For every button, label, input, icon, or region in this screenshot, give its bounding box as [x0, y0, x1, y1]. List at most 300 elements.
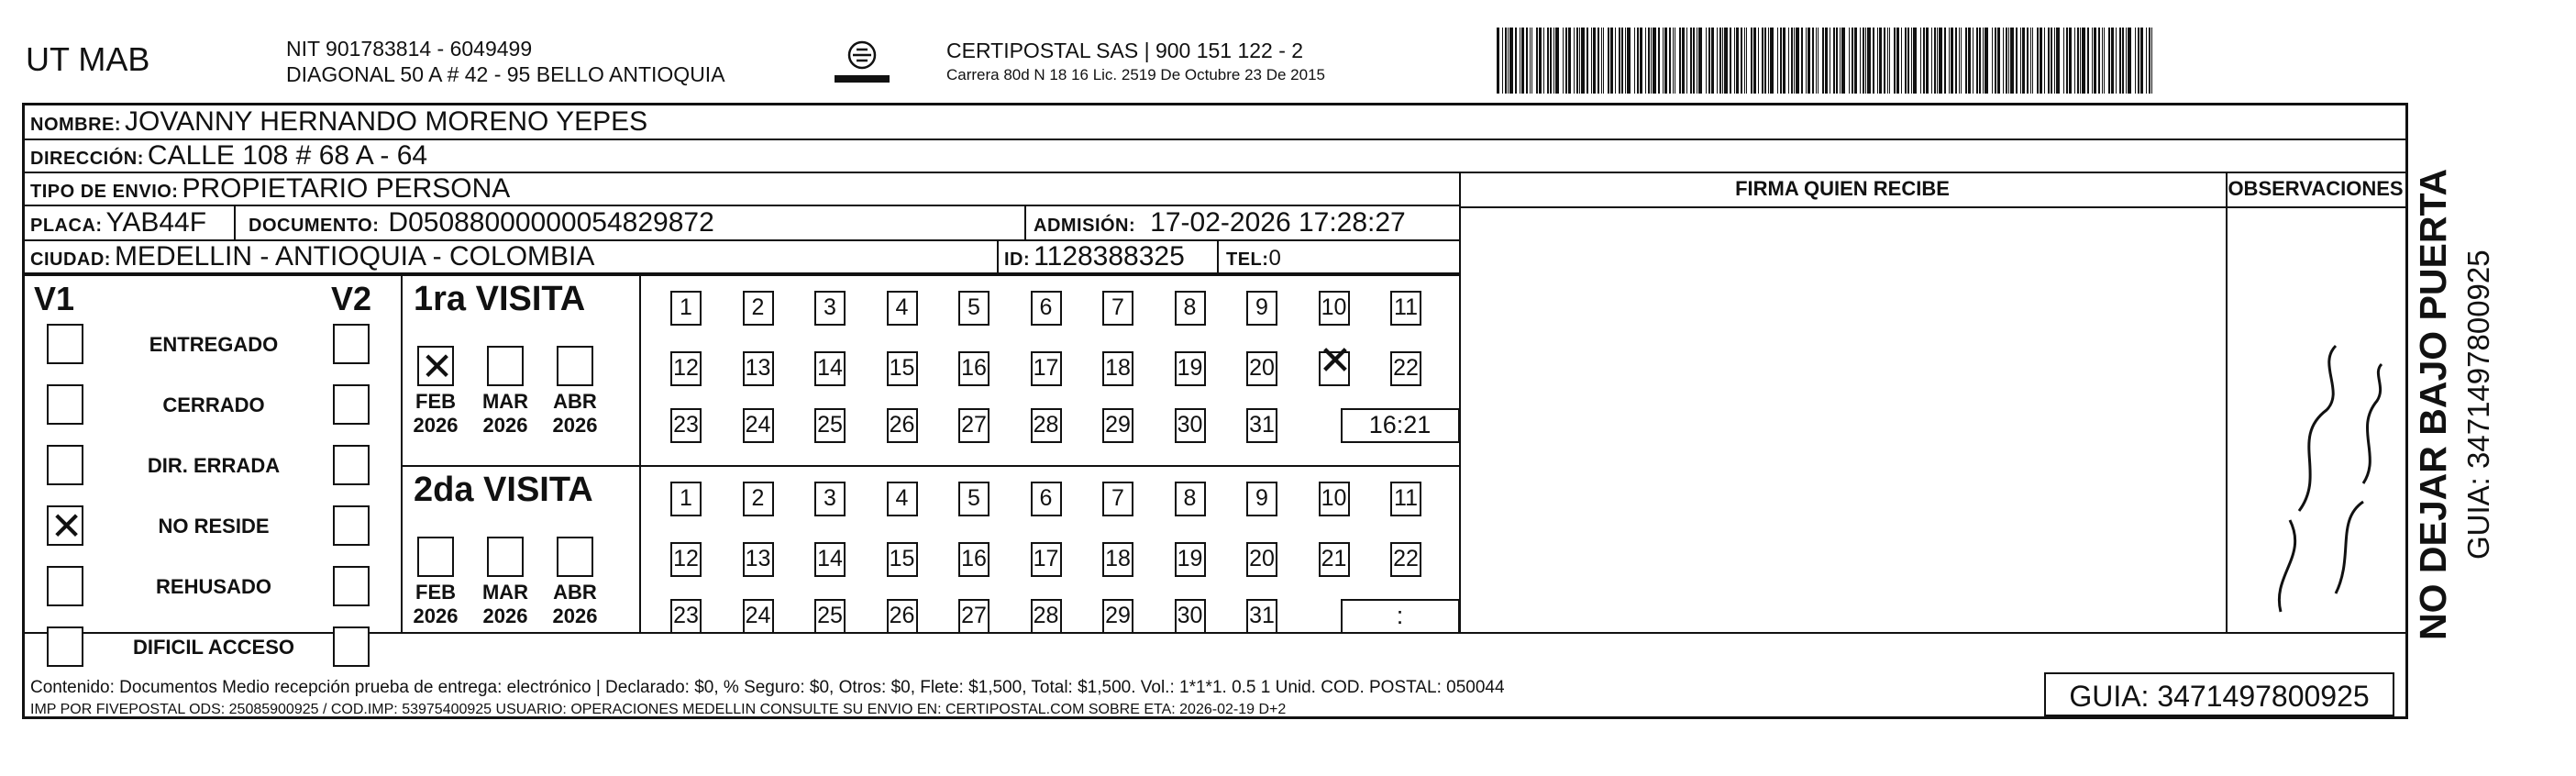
visit-title: 1ra VISITA	[414, 280, 586, 318]
v1-checkbox[interactable]	[47, 626, 83, 667]
barcode-bar	[1509, 28, 1513, 94]
barcode-bar	[1931, 28, 1932, 94]
status-option-label: REHUSADO	[156, 575, 271, 598]
barcode-bar	[1796, 28, 1799, 94]
barcode-bar	[2087, 28, 2089, 94]
status-option-label: ENTREGADO	[149, 333, 279, 356]
month-checkbox[interactable]	[557, 346, 593, 386]
barcode-bar	[1801, 28, 1803, 94]
barcode-bar	[1849, 28, 1850, 94]
day-checkbox[interactable]: 28	[1031, 599, 1062, 634]
tel-field	[1226, 241, 1281, 275]
barcode-bar	[1717, 28, 1718, 94]
v1-checkbox[interactable]	[47, 324, 83, 364]
barcode-bar	[1867, 28, 1871, 94]
day-checkbox[interactable]: 18	[1102, 351, 1133, 386]
day-checkbox[interactable]: 15	[887, 542, 918, 577]
company-name: UT MAB	[26, 40, 150, 78]
barcode-bar	[2116, 28, 2117, 94]
barcode-bar	[1854, 28, 1857, 94]
company-address: DIAGONAL 50 A # 42 - 95 BELLO ANTIOQUIA	[286, 62, 725, 86]
barcode-bar	[1521, 28, 1524, 94]
row-nombre	[25, 105, 2407, 140]
barcode-bar	[2119, 28, 2121, 94]
visit-time-field[interactable]: 16:21	[1341, 408, 1460, 443]
day-checkbox[interactable]: 27	[958, 599, 989, 634]
barcode-bar	[2140, 28, 2143, 94]
barcode-bar	[2048, 28, 2050, 94]
v2-checkbox[interactable]	[333, 626, 370, 667]
barcode-bar	[1598, 28, 1599, 94]
row-placa	[25, 206, 1459, 241]
barcode-bar	[2151, 28, 2152, 94]
barcode-bar	[1627, 28, 1631, 94]
barcode-bar	[1663, 28, 1664, 94]
id-label: ID:	[1004, 249, 1031, 270]
tel-label: TEL:	[1226, 249, 1269, 270]
divider	[1024, 206, 1026, 241]
row-ciudad	[25, 241, 1459, 274]
observaciones-header: OBSERVACIONES	[2228, 177, 2404, 200]
barcode-bar	[1555, 28, 1559, 94]
day-checkbox[interactable]: 28	[1031, 408, 1062, 443]
barcode-bar	[1576, 28, 1578, 94]
barcode-bar	[1619, 28, 1620, 94]
barcode-bar	[1884, 28, 1885, 94]
barcode-bar	[1724, 28, 1728, 94]
day-checkbox[interactable]: 18	[1102, 542, 1133, 577]
month-name: ABR	[553, 390, 597, 413]
barcode-bar	[2069, 28, 2072, 94]
barcode-bar	[1976, 28, 1978, 94]
barcode-bar	[2066, 28, 2068, 94]
v2-checkbox[interactable]	[333, 566, 370, 606]
barcode-bar	[1951, 28, 1953, 94]
day-checkbox[interactable]: 14	[814, 351, 846, 386]
barcode-bar	[1985, 28, 1988, 94]
documento-field	[249, 206, 714, 242]
month-label	[547, 581, 603, 628]
barcode-bar	[2111, 28, 2114, 94]
barcode-bar	[2006, 28, 2007, 94]
barcode-bar	[1565, 28, 1567, 94]
day-checkbox[interactable]: 19	[1175, 351, 1206, 386]
barcode-bar	[1648, 28, 1650, 94]
month-checkbox[interactable]	[417, 537, 454, 577]
month-checkbox[interactable]	[487, 346, 524, 386]
barcode-bar	[1788, 28, 1789, 94]
month-label	[408, 390, 463, 438]
barcode-bar	[1751, 28, 1752, 94]
barcode-bar	[2003, 28, 2004, 94]
day-checkbox[interactable]: 11	[1390, 291, 1421, 326]
barcode-bar	[1841, 28, 1845, 94]
barcode-bar	[1664, 28, 1667, 94]
day-checkbox[interactable]: 10	[1319, 482, 1350, 516]
barcode-bar	[1508, 28, 1509, 94]
side-guia: GUIA: 3471497800925	[2461, 249, 2495, 560]
day-checkbox[interactable]: 2	[743, 482, 774, 516]
barcode-bar	[1920, 28, 1921, 94]
barcode-bar	[1593, 28, 1596, 94]
day-checkbox[interactable]: 17	[1031, 542, 1062, 577]
barcode-bar	[1865, 28, 1866, 94]
day-checkbox[interactable]: 25	[814, 408, 846, 443]
barcode-bar	[1608, 28, 1609, 94]
month-name: MAR	[481, 581, 529, 604]
day-checkbox[interactable]: 9	[1246, 482, 1277, 516]
month-year: 2026	[482, 604, 528, 627]
barcode-bar	[1961, 28, 1962, 94]
day-checkbox[interactable]: 13	[743, 542, 774, 577]
placa-field	[30, 206, 206, 242]
barcode-bar	[1736, 28, 1739, 94]
day-checkbox[interactable]: 9	[1246, 291, 1277, 326]
barcode-bar	[1753, 28, 1756, 94]
day-checkbox[interactable]: 8	[1175, 482, 1206, 516]
barcode-bar	[1679, 28, 1681, 94]
v2-header: V2	[331, 280, 372, 317]
month-year: 2026	[552, 604, 598, 627]
barcode-bar	[1708, 28, 1710, 94]
day-checkbox[interactable]: 23	[670, 599, 702, 634]
day-checkbox[interactable]: 24	[743, 599, 774, 634]
day-checkbox[interactable]: 14	[814, 542, 846, 577]
barcode-bar	[1822, 28, 1824, 94]
day-checkbox[interactable]: 8	[1175, 291, 1206, 326]
barcode-bar	[2022, 28, 2025, 94]
barcode-bar	[2040, 28, 2042, 94]
barcode-bar	[1637, 28, 1639, 94]
barcode-bar	[2027, 28, 2029, 94]
nombre-label: NOMBRE:	[30, 115, 122, 135]
signature-area	[1459, 208, 2226, 632]
barcode-bar	[2138, 28, 2139, 94]
carrier-license: Carrera 80d N 18 16 Lic. 2519 De Octubre 23 De 2015	[946, 66, 1325, 83]
month-name: MAR	[481, 390, 529, 413]
barcode-bar	[1926, 28, 1929, 94]
barcode-bar	[2104, 28, 2105, 94]
divider	[234, 206, 236, 241]
v1-checkbox[interactable]	[47, 445, 83, 485]
barcode-bar	[1934, 28, 1936, 94]
barcode-bar	[1808, 28, 1810, 94]
barcode-bar	[1610, 28, 1613, 94]
day-checkbox[interactable]: 16	[958, 542, 989, 577]
barcode-bar	[1579, 28, 1580, 94]
guia-box-text: GUIA: 3471497800925	[2069, 680, 2370, 713]
day-checkbox[interactable]: 2	[743, 291, 774, 326]
ciudad-value: MEDELLIN - ANTIOQUIA - COLOMBIA	[114, 241, 595, 272]
barcode-bar	[2056, 28, 2060, 94]
barcode-bar	[1673, 28, 1674, 94]
barcode-bar	[1550, 28, 1552, 94]
barcode-bar	[1645, 28, 1646, 94]
day-checkbox[interactable]: 16	[958, 351, 989, 386]
month-label	[478, 581, 533, 628]
ciudad-label: CIUDAD:	[30, 249, 111, 270]
admision-value: 17-02-2026 17:28:27	[1150, 207, 1406, 238]
barcode-bar	[2077, 28, 2079, 94]
footer-imp: IMP POR FIVEPOSTAL ODS: 25085900925 / COD.IMP: 53975400925 USUARIO: OPERACIONES MEDELLIN CONSULTE SU ENVIO EN: CERTIPOSTAL.COM SOBRE ETA: 2026-02-19 D+2	[30, 702, 1287, 717]
barcode-bar	[1939, 28, 1942, 94]
barcode-bar	[1711, 28, 1714, 94]
nombre-value: JOVANNY HERNANDO MORENO YEPES	[125, 106, 648, 137]
day-checkbox[interactable]: 21	[1319, 542, 1350, 577]
barcode-bar	[2032, 28, 2033, 94]
barcode-bar	[1894, 28, 1896, 94]
day-checkbox[interactable]: 5	[958, 291, 989, 326]
v2-checkbox[interactable]	[333, 445, 370, 485]
documento-value: D05088000000054829872	[388, 207, 714, 238]
barcode-bar	[1581, 28, 1585, 94]
barcode-bar	[1860, 28, 1861, 94]
barcode-bar	[2074, 28, 2075, 94]
barcode-bar	[1852, 28, 1853, 94]
v2-checkbox[interactable]	[333, 505, 370, 546]
day-checkbox[interactable]: 1	[670, 482, 702, 516]
day-checkbox[interactable]: 31	[1246, 599, 1277, 634]
barcode-bar	[2108, 28, 2110, 94]
day-checkbox[interactable]: 10	[1319, 291, 1350, 326]
id-field	[1004, 241, 1185, 275]
tipo-value: PROPIETARIO PERSONA	[182, 173, 511, 204]
barcode-bar	[2149, 28, 2150, 94]
barcode-bar	[1539, 28, 1542, 94]
barcode-bar	[1526, 28, 1528, 94]
barcode-bar	[1730, 28, 1731, 94]
barcode-bar	[1734, 28, 1735, 94]
day-checkbox[interactable]: 4	[887, 291, 918, 326]
day-checkbox[interactable]: 22	[1390, 351, 1421, 386]
barcode-bar	[2008, 28, 2009, 94]
barcode-bar	[2122, 28, 2124, 94]
day-checkbox[interactable]: 6	[1031, 291, 1062, 326]
barcode-bar	[1959, 28, 1960, 94]
v1-checkbox[interactable]	[47, 384, 83, 425]
barcode-bar	[1741, 28, 1742, 94]
row-direccion	[25, 140, 2407, 173]
barcode-bar	[1497, 28, 1499, 94]
barcode-bar	[1591, 28, 1592, 94]
divider	[997, 241, 999, 274]
barcode-bar	[1587, 28, 1588, 94]
documento-label: DOCUMENTO:	[249, 216, 380, 236]
day-checkbox[interactable]: 15	[887, 351, 918, 386]
barcode-bar	[2102, 28, 2103, 94]
status-option-label: NO RESIDE	[158, 515, 270, 538]
barcode-bar	[1901, 28, 1902, 94]
divider	[401, 465, 1459, 467]
certipostal-logo-icon	[825, 37, 899, 92]
day-checkbox[interactable]: 13	[743, 351, 774, 386]
barcode-bar	[2054, 28, 2055, 94]
day-checkbox[interactable]: 12	[670, 351, 702, 386]
day-checkbox[interactable]: 19	[1175, 542, 1206, 577]
observaciones-area	[2226, 208, 2405, 632]
barcode-bar	[1669, 28, 1671, 94]
barcode-bar	[2128, 28, 2131, 94]
barcode-bar	[2044, 28, 2045, 94]
barcode-bar	[1992, 28, 1993, 94]
barcode-bar	[1783, 28, 1786, 94]
month-year: 2026	[552, 414, 598, 437]
status-option-label: DIR. ERRADA	[147, 454, 281, 477]
day-checkbox[interactable]: 24	[743, 408, 774, 443]
barcode-bar	[1658, 28, 1660, 94]
v1-checkbox[interactable]	[47, 566, 83, 606]
barcode-bar	[1836, 28, 1838, 94]
barcode-bar	[1690, 28, 1692, 94]
barcode-bar	[1812, 28, 1814, 94]
barcode	[1497, 28, 2157, 94]
barcode-bar	[1889, 28, 1890, 94]
divider	[25, 274, 1459, 276]
visit-time-field[interactable]: :	[1341, 599, 1460, 634]
barcode-bar	[1907, 28, 1909, 94]
barcode-bar	[1536, 28, 1538, 94]
barcode-bar	[2051, 28, 2052, 94]
day-checkbox[interactable]: 26	[887, 599, 918, 634]
barcode-bar	[1791, 28, 1793, 94]
barcode-bar	[1603, 28, 1604, 94]
day-checkbox[interactable]: 1	[670, 291, 702, 326]
barcode-bar	[1634, 28, 1635, 94]
month-label	[547, 390, 603, 438]
barcode-bar	[1816, 28, 1817, 94]
delivery-form	[22, 103, 2408, 719]
barcode-bar	[2082, 28, 2085, 94]
v2-checkbox[interactable]	[333, 324, 370, 364]
day-checkbox[interactable]: 12	[670, 542, 702, 577]
barcode-bar	[1686, 28, 1687, 94]
barcode-bar	[1905, 28, 1907, 94]
barcode-bar	[2146, 28, 2147, 94]
tel-value: 0	[1268, 246, 1281, 271]
day-checkbox[interactable]: 20	[1246, 351, 1277, 386]
day-checkbox[interactable]: 29	[1102, 599, 1133, 634]
barcode-bar	[1722, 28, 1723, 94]
month-year: 2026	[413, 414, 459, 437]
admision-field	[1034, 206, 1406, 242]
barcode-bar	[1531, 28, 1532, 94]
barcode-bar	[1780, 28, 1782, 94]
day-checkbox[interactable]: 23	[670, 408, 702, 443]
day-checkbox[interactable]: 27	[958, 408, 989, 443]
divider	[401, 274, 403, 632]
day-checkbox[interactable]: 5	[958, 482, 989, 516]
barcode-bar	[1955, 28, 1957, 94]
barcode-bar	[1719, 28, 1721, 94]
day-checkbox[interactable]: 31	[1246, 408, 1277, 443]
barcode-bar	[2098, 28, 2100, 94]
barcode-bar	[1997, 28, 2000, 94]
day-checkbox[interactable]: 30	[1175, 408, 1206, 443]
barcode-bar	[1651, 28, 1652, 94]
barcode-bar	[1574, 28, 1575, 94]
barcode-bar	[1965, 28, 1967, 94]
row-tipo	[25, 173, 1459, 206]
handwritten-signature	[2226, 208, 2405, 632]
status-option-label: CERRADO	[162, 394, 265, 416]
barcode-bar	[1777, 28, 1778, 94]
day-checkbox[interactable]	[1319, 351, 1350, 386]
day-checkbox[interactable]: 3	[814, 482, 846, 516]
barcode-bar	[2030, 28, 2031, 94]
barcode-bar	[1515, 28, 1517, 94]
admision-label: ADMISIÓN:	[1034, 216, 1136, 236]
month-year: 2026	[482, 414, 528, 437]
barcode-bar	[1840, 28, 1841, 94]
barcode-bar	[1879, 28, 1882, 94]
divider	[2405, 173, 2407, 632]
barcode-bar	[1547, 28, 1549, 94]
day-checkbox[interactable]: 7	[1102, 482, 1133, 516]
barcode-bar	[1995, 28, 1996, 94]
v1-header: V1	[34, 280, 75, 317]
day-checkbox[interactable]: 29	[1102, 408, 1133, 443]
day-checkbox[interactable]: 6	[1031, 482, 1062, 516]
barcode-bar	[1873, 28, 1874, 94]
barcode-bar	[2126, 28, 2127, 94]
barcode-bar	[2020, 28, 2021, 94]
divider	[639, 274, 641, 632]
barcode-bar	[1937, 28, 1938, 94]
barcode-bar	[1640, 28, 1642, 94]
barcode-bar	[1911, 28, 1912, 94]
day-checkbox[interactable]: 26	[887, 408, 918, 443]
no-dejar-bajo-puerta: NO DEJAR BAJO PUERTA	[2412, 168, 2454, 640]
barcode-bar	[1698, 28, 1702, 94]
barcode-bar	[1625, 28, 1626, 94]
barcode-bar	[2010, 28, 2014, 94]
barcode-bar	[1502, 28, 1503, 94]
day-checkbox[interactable]: 17	[1031, 351, 1062, 386]
day-checkbox[interactable]: 25	[814, 599, 846, 634]
barcode-bar	[1543, 28, 1544, 94]
day-checkbox[interactable]: 22	[1390, 542, 1421, 577]
barcode-bar	[1794, 28, 1795, 94]
barcode-bar	[1758, 28, 1759, 94]
day-checkbox[interactable]: 20	[1246, 542, 1277, 577]
barcode-bar	[1770, 28, 1774, 94]
barcode-bar	[1944, 28, 1946, 94]
barcode-bar	[1682, 28, 1685, 94]
v2-checkbox[interactable]	[333, 384, 370, 425]
month-checkbox[interactable]	[557, 537, 593, 577]
barcode-bar	[1887, 28, 1888, 94]
placa-label: PLACA:	[30, 216, 103, 236]
barcode-bar	[2092, 28, 2093, 94]
month-checkbox[interactable]	[417, 346, 454, 386]
month-name: FEB	[415, 390, 456, 413]
placa-value: YAB44F	[105, 207, 207, 238]
ciudad-field	[30, 241, 594, 275]
v1-checkbox[interactable]	[47, 505, 83, 546]
day-checkbox[interactable]: 4	[887, 482, 918, 516]
month-name: ABR	[553, 581, 597, 604]
barcode-bar	[2135, 28, 2136, 94]
day-checkbox[interactable]: 3	[814, 291, 846, 326]
barcode-bar	[1744, 28, 1745, 94]
barcode-bar	[1568, 28, 1571, 94]
day-checkbox[interactable]: 7	[1102, 291, 1133, 326]
day-checkbox[interactable]: 11	[1390, 482, 1421, 516]
month-checkbox[interactable]	[487, 537, 524, 577]
tipo-label: TIPO DE ENVIO:	[30, 182, 179, 202]
day-checkbox[interactable]: 30	[1175, 599, 1206, 634]
month-name: FEB	[415, 581, 456, 604]
